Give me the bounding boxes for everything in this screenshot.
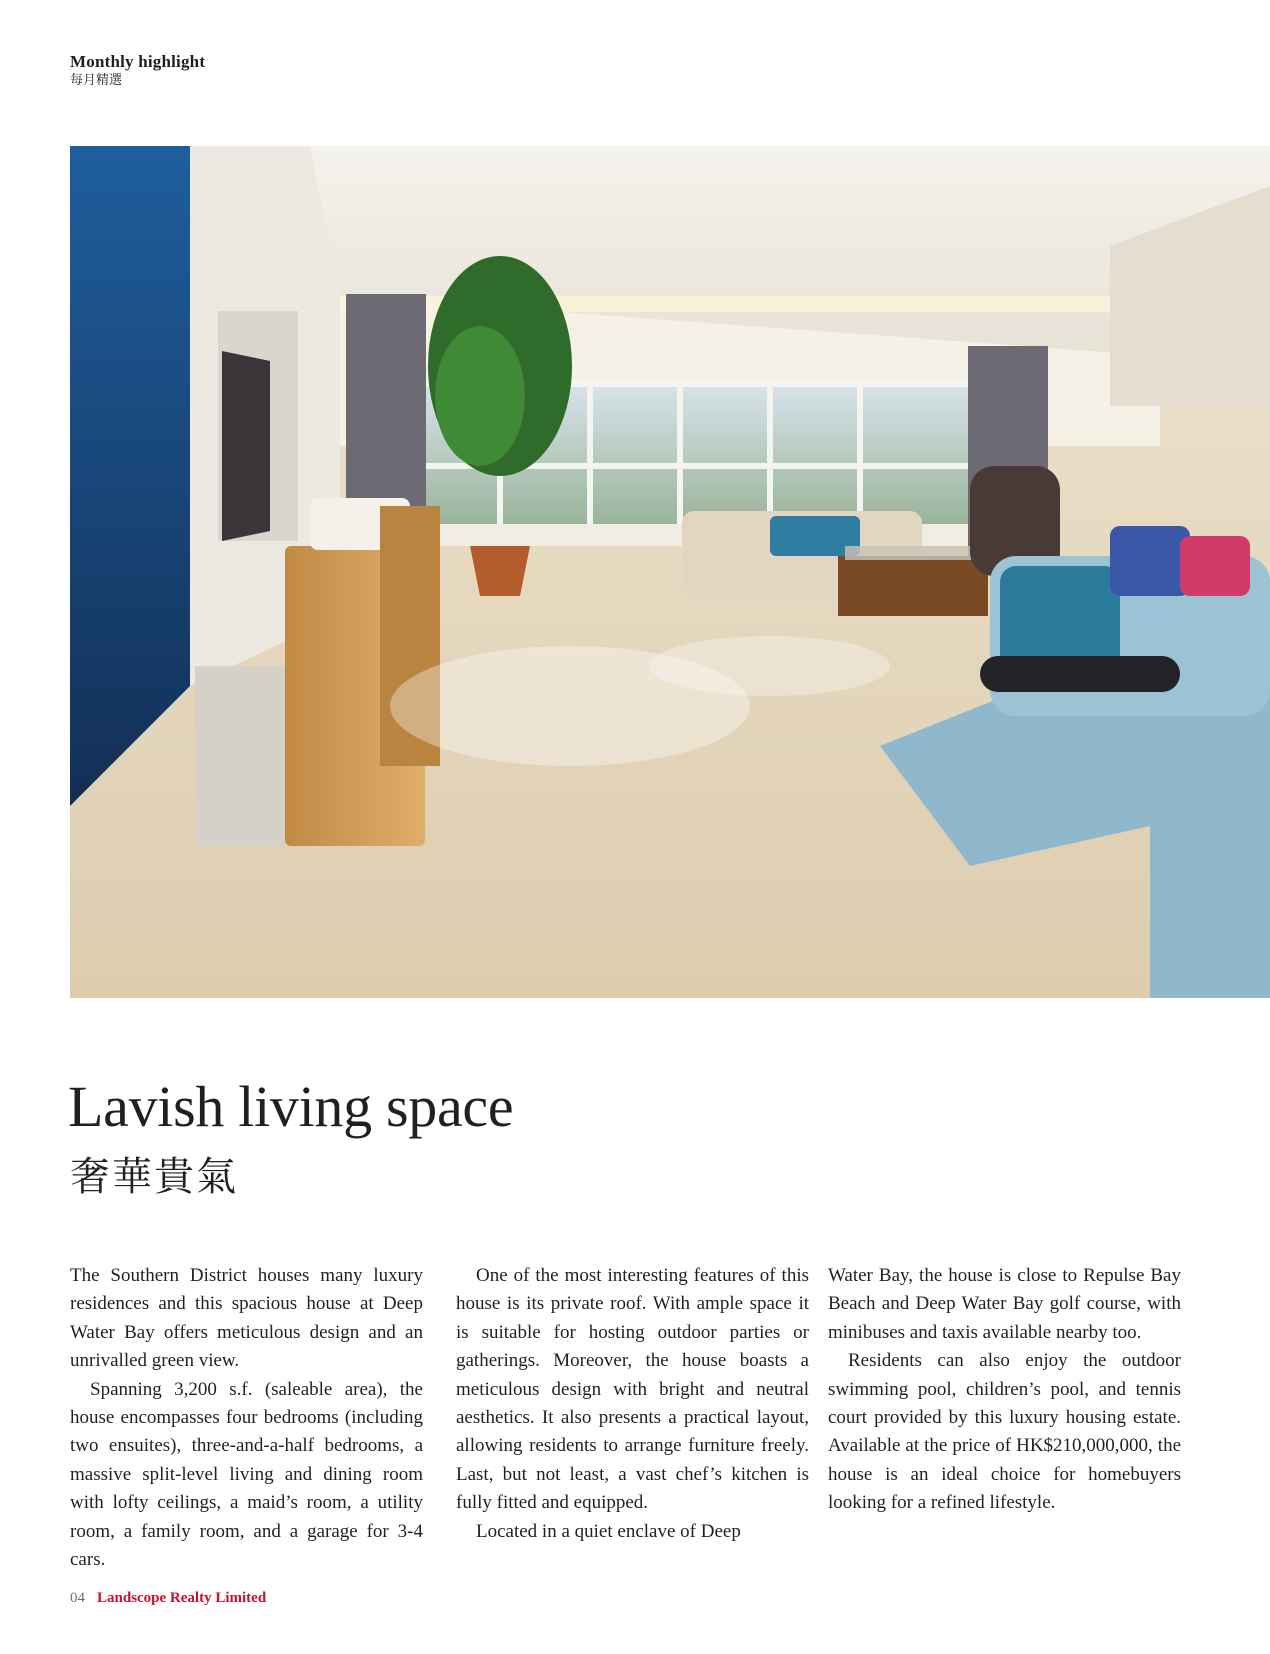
section-label bbox=[70, 52, 205, 89]
paragraph: The Southern District houses many luxury residences and this spacious house at Deep Water Bay offers meticulous design and an unrivalled green view. bbox=[70, 1265, 423, 1372]
paragraph: Located in a quiet enclave of Deep bbox=[476, 1520, 741, 1542]
article-title: Lavish living space bbox=[68, 1074, 514, 1139]
paragraph: Residents can also enjoy the outdoor swimming pool, children’s pool, and tennis court provided by this luxury housing estate. Available at the price of HK$210,000,000, the house is an ideal choice for homebuyers looking for a refined lifestyle. bbox=[828, 1350, 1181, 1514]
paragraph: One of the most interesting features of this house is its private roof. With ample space it is suitable for hosting outdoor parties or gatherings. Moreover, the house boasts a meticulous design with bright and neutral aesthetics. It also presents a practical layout, allowing residents to arrange furniture freely. Last, but not least, a vast chef’s kitchen is fully fitted and equipped. bbox=[456, 1265, 809, 1514]
article-column-1 bbox=[70, 1262, 423, 1574]
paragraph: Spanning 3,200 s.f. (saleable area), the house encompasses four bedrooms (including two ensuites), three-and-a-half bedrooms, a massive split-level living and dining room with lofty ceilings, a maid’s room, a utility room, a family room, and a garage for 3-4 cars. bbox=[70, 1378, 423, 1571]
section-label-en: Monthly highlight bbox=[70, 52, 206, 71]
article-column-2 bbox=[456, 1262, 809, 1546]
page-number: 04 bbox=[70, 1590, 85, 1606]
paragraph: Water Bay, the house is close to Repulse Bay Beach and Deep Water Bay golf course, with minibuses and taxis available nearby too. bbox=[828, 1265, 1181, 1343]
page-footer bbox=[70, 1589, 266, 1607]
company-name: Landscope Realty Limited bbox=[97, 1590, 267, 1606]
section-label-zh: 每月精選 bbox=[70, 73, 123, 88]
hero-photo bbox=[70, 146, 1270, 998]
article-title-chinese: 奢華貴氣 bbox=[70, 1154, 238, 1200]
article-column-3 bbox=[828, 1262, 1181, 1518]
